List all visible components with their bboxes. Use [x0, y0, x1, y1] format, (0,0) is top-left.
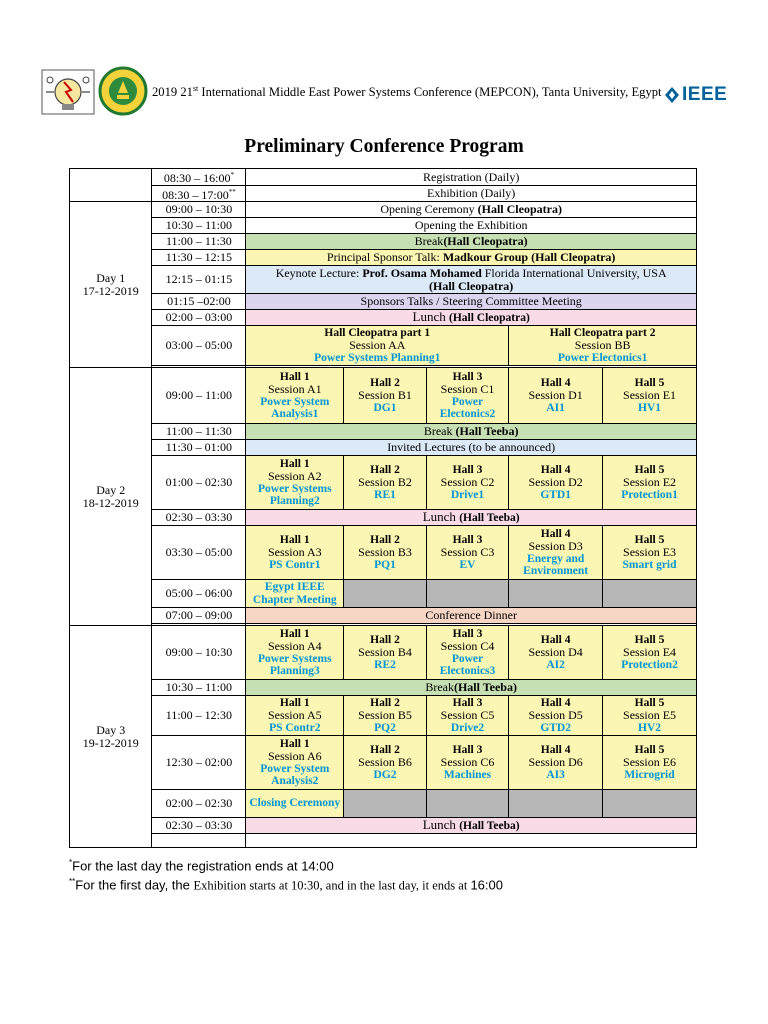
conference-title: 2019 21st International Middle East Power Systems Conference (MEPCON), Tanta University, Egypt: [152, 84, 662, 100]
page-title: Preliminary Conference Program: [244, 136, 524, 157]
time-cell: 10:30 – 11:00: [152, 680, 246, 696]
time-cell: 07:00 – 09:00: [152, 608, 246, 624]
empty-slot: [344, 580, 426, 608]
table-row: [70, 790, 697, 818]
time-cell: 08:30 – 17:00**: [152, 185, 246, 202]
time-cell: 01:00 – 02:30: [152, 456, 246, 510]
table-row: [70, 169, 697, 186]
time-cell: 11:30 – 12:15: [152, 250, 246, 266]
table-row: [70, 250, 697, 266]
empty-slot: [426, 790, 508, 818]
table-row: [70, 626, 697, 680]
session-d6-cell: Hall 4 Session D6 AI3: [509, 736, 603, 790]
ieee-logo: [664, 84, 734, 106]
table-row: [70, 510, 697, 526]
session-a5-cell: Hall 1 Session A5 PS Contr2: [246, 696, 344, 736]
closing-ceremony-cell: Closing Ceremony: [246, 790, 344, 818]
table-row: [70, 526, 697, 580]
session-b6-cell: Hall 2 Session B6 DG2: [344, 736, 426, 790]
empty-slot: [603, 580, 697, 608]
empty-slot: [509, 580, 603, 608]
session-c6-cell: Hall 3 Session C6 Machines: [426, 736, 508, 790]
table-row: [70, 818, 697, 834]
time-cell: 10:30 – 11:00: [152, 218, 246, 234]
session-b5-cell: Hall 2 Session B5 PQ2: [344, 696, 426, 736]
session-d5-cell: Hall 4 Session D5 GTD2: [509, 696, 603, 736]
day1-label: Day 1 17-12-2019: [70, 202, 152, 368]
day2-label: Day 2 18-12-2019: [70, 368, 152, 626]
time-cell: 12:30 – 02:00: [152, 736, 246, 790]
empty-slot: [344, 790, 426, 818]
time-cell: 11:00 – 12:30: [152, 696, 246, 736]
table-row: [70, 696, 697, 736]
table-row: [70, 834, 697, 848]
empty-slot: [426, 580, 508, 608]
spacer-cell: [246, 834, 697, 848]
session-d2-cell: Hall 4 Session D2 GTD1: [509, 456, 603, 510]
table-row: [70, 440, 697, 456]
empty-slot: [603, 790, 697, 818]
time-cell: 11:30 – 01:00: [152, 440, 246, 456]
session-b4-cell: Hall 2 Session B4 RE2: [344, 626, 426, 680]
session-b2-cell: Hall 2 Session B2 RE1: [344, 456, 426, 510]
session-c3-cell: Hall 3 Session C3 EV: [426, 526, 508, 580]
table-row: [70, 680, 697, 696]
time-cell: 01:15 –02:00: [152, 294, 246, 310]
session-c4-cell: Hall 3 Session C4 Power Electonics3: [426, 626, 508, 680]
lunch-cell: Lunch (Hall Teeba): [246, 818, 697, 834]
session-c1-cell: Hall 3 Session C1 Power Electonics2: [426, 368, 508, 424]
program-table: [69, 168, 697, 848]
session-a2-cell: Hall 1 Session A2 Power Systems Planning2: [246, 456, 344, 510]
time-cell: 02:00 – 03:00: [152, 310, 246, 326]
time-cell: 11:00 – 11:30: [152, 424, 246, 440]
table-row: [70, 234, 697, 250]
footnote-exhibition: **For the first day, the Exhibition starts at 10:30, and in the last day, it ends at 16:00: [69, 877, 503, 893]
session-c2-cell: Hall 3 Session C2 Drive1: [426, 456, 508, 510]
session-a6-cell: Hall 1 Session A6 Power System Analysis2: [246, 736, 344, 790]
day3-label: Day 3 19-12-2019: [70, 626, 152, 848]
opening-exhibition-cell: Opening the Exhibition: [246, 218, 697, 234]
session-a1-cell: Hall 1 Session A1 Power System Analysis1: [246, 368, 344, 424]
table-row: [70, 202, 697, 218]
time-cell: 03:00 – 05:00: [152, 326, 246, 366]
opening-ceremony-cell: Opening Ceremony (Hall Cleopatra): [246, 202, 697, 218]
session-e5-cell: Hall 5 Session E5 HV2: [603, 696, 697, 736]
mepcon-logo-icon: [40, 66, 96, 118]
table-row: [70, 326, 697, 366]
registration-cell: Registration (Daily): [246, 169, 697, 186]
table-row: [70, 266, 697, 294]
session-bb-cell: Hall Cleopatra part 2 Session BB Power Electonics1: [509, 326, 697, 366]
session-b3-cell: Hall 2 Session B3 PQ1: [344, 526, 426, 580]
empty-slot: [509, 790, 603, 818]
table-row: [70, 608, 697, 624]
session-e2-cell: Hall 5 Session E2 Protection1: [603, 456, 697, 510]
session-c5-cell: Hall 3 Session C5 Drive2: [426, 696, 508, 736]
time-cell: 02:30 – 03:30: [152, 818, 246, 834]
time-cell: 09:00 – 10:30: [152, 626, 246, 680]
table-row: [70, 310, 697, 326]
session-a3-cell: Hall 1 Session A3 PS Contr1: [246, 526, 344, 580]
session-e1-cell: Hall 5 Session E1 HV1: [603, 368, 697, 424]
ieee-label: IEEE: [682, 84, 728, 105]
table-row: [70, 294, 697, 310]
lunch-cell: Lunch (Hall Cleopatra): [246, 310, 697, 326]
ieee-diamond-icon: [664, 86, 680, 104]
sponsor-talk-cell: Principal Sponsor Talk: Madkour Group (Hall Cleopatra): [246, 250, 697, 266]
exhibition-cell: Exhibition (Daily): [246, 185, 697, 202]
time-cell: 09:00 – 11:00: [152, 368, 246, 424]
blank-cell: [70, 169, 152, 202]
time-cell: 08:30 – 16:00*: [152, 169, 246, 186]
session-aa-cell: Hall Cleopatra part 1 Session AA Power Systems Planning1: [246, 326, 509, 366]
session-d3-cell: Hall 4 Session D3 Energy and Environment: [509, 526, 603, 580]
time-cell: 02:30 – 03:30: [152, 510, 246, 526]
session-e3-cell: Hall 5 Session E3 Smart grid: [603, 526, 697, 580]
time-cell: 05:00 – 06:00: [152, 580, 246, 608]
conference-header: [0, 58, 768, 128]
time-cell: 02:00 – 02:30: [152, 790, 246, 818]
sponsors-talks-cell: Sponsors Talks / Steering Committee Meeting: [246, 294, 697, 310]
table-row: [70, 368, 697, 424]
session-d4-cell: Hall 4 Session D4 AI2: [509, 626, 603, 680]
spacer-cell: [152, 834, 246, 848]
lunch-cell: Lunch (Hall Teeba): [246, 510, 697, 526]
break-cell: Break(Hall Cleopatra): [246, 234, 697, 250]
break-cell: Break (Hall Teeba): [246, 424, 697, 440]
time-cell: 11:00 – 11:30: [152, 234, 246, 250]
session-b1-cell: Hall 2 Session B1 DG1: [344, 368, 426, 424]
tanta-university-logo-icon: [98, 66, 148, 116]
table-row: [70, 736, 697, 790]
session-e6-cell: Hall 5 Session E6 Microgrid: [603, 736, 697, 790]
table-row: [70, 218, 697, 234]
session-e4-cell: Hall 5 Session E4 Protection2: [603, 626, 697, 680]
time-cell: 09:00 – 10:30: [152, 202, 246, 218]
break-cell: Break(Hall Teeba): [246, 680, 697, 696]
time-cell: 03:30 – 05:00: [152, 526, 246, 580]
session-a4-cell: Hall 1 Session A4 Power Systems Planning3: [246, 626, 344, 680]
table-row: [70, 580, 697, 608]
ieee-meeting-cell: Egypt IEEE Chapter Meeting: [246, 580, 344, 608]
table-row: [70, 424, 697, 440]
session-d1-cell: Hall 4 Session D1 AI1: [509, 368, 603, 424]
time-cell: 12:15 – 01:15: [152, 266, 246, 294]
footnote-registration: *For the last day the registration ends at 14:00: [69, 858, 334, 874]
table-row: [70, 185, 697, 202]
invited-lectures-cell: Invited Lectures (to be announced): [246, 440, 697, 456]
table-row: [70, 456, 697, 510]
conference-dinner-cell: Conference Dinner: [246, 608, 697, 624]
keynote-cell: Keynote Lecture: Prof. Osama Mohamed Florida International University, USA (Hall Cleopatra): [246, 266, 697, 294]
